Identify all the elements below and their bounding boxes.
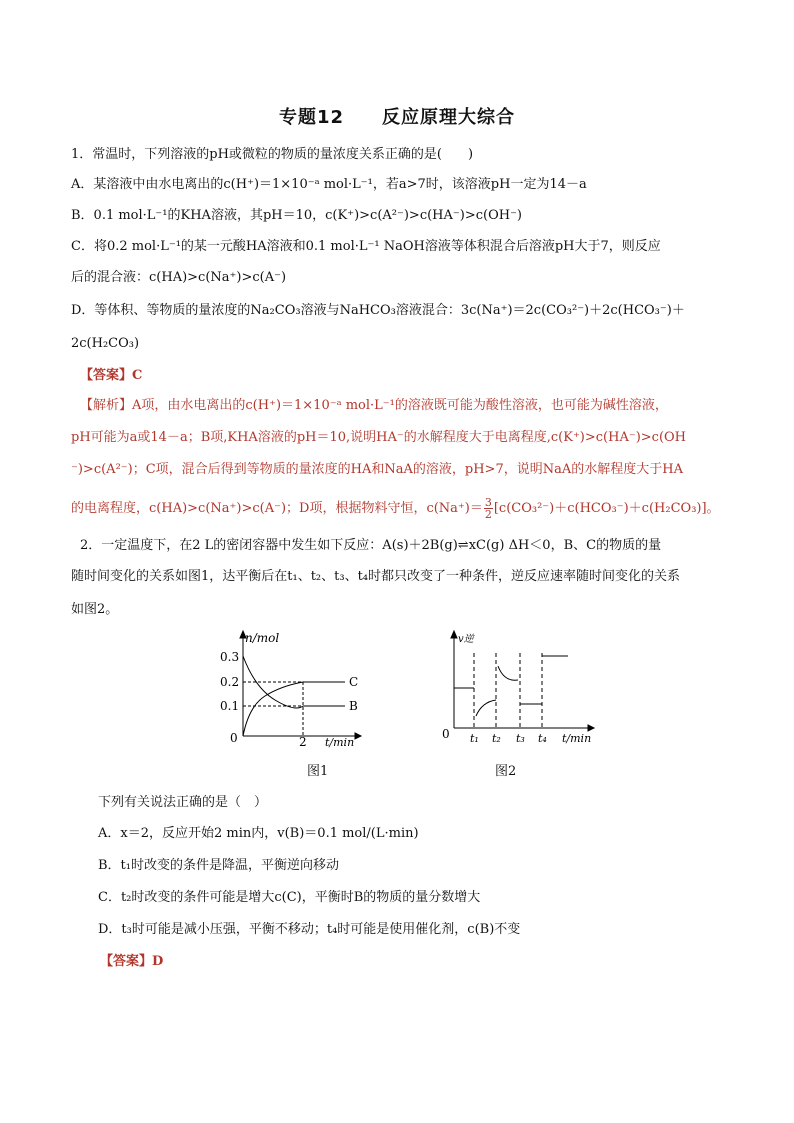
fraction xyxy=(484,497,493,520)
fraction-numerator: 3 xyxy=(484,496,492,509)
q1-explanation-line3: ⁻)>c(A²⁻)；C项，混合后得到等物质的量浓度的HA和NaA的溶液，pH>7，说明NaA的水解程度大于HA xyxy=(71,462,683,477)
fig1-ytick: 0.2 xyxy=(220,675,240,689)
q1-option-c-line1: C．将0.2 mol·L⁻¹的某一元酸HA溶液和0.1 mol·L⁻¹ NaOH溶液等体积混合后溶液pH大于7，则反应 xyxy=(71,239,661,254)
fig1-ylabel: n/mol xyxy=(245,631,280,645)
q2-stem-line3: 如图2。 xyxy=(71,602,119,617)
q1-option-b: B．0.1 mol·L⁻¹的KHA溶液，其pH＝10，c(K⁺)>c(A²⁻)>c(HA⁻)>c(OH⁻) xyxy=(71,208,523,223)
figure-1-graph xyxy=(215,628,370,748)
fig1-xlabel: t/min xyxy=(325,736,355,748)
q1-explanation-line4 xyxy=(71,497,731,520)
figure-1-caption: 图1 xyxy=(307,764,329,779)
fig1-label-b: B xyxy=(349,699,358,713)
fig2-curve-after-t1 xyxy=(476,700,496,716)
fig2-x-arrow xyxy=(588,725,594,731)
fig1-origin: 0 xyxy=(230,731,238,745)
q1-option-c-line2: 后的混合液：c(HA)>c(Na⁺)>c(A⁻) xyxy=(71,270,287,285)
fig2-origin: 0 xyxy=(442,727,450,741)
q2-option-c: C．t₂时改变的条件可能是增大c(C)，平衡时B的物质的量分数增大 xyxy=(98,890,481,905)
fig1-ytick: 0.3 xyxy=(220,650,240,664)
q1-option-d-line2: 2c(H₂CO₃) xyxy=(71,336,140,351)
q1-answer: 【答案】C xyxy=(80,368,143,383)
fig2-xtick: t₄ xyxy=(538,732,547,745)
fig1-label-c: C xyxy=(349,675,359,689)
q1-option-a: A．某溶液中由水电离出的c(H⁺)＝1×10⁻ᵃ mol·L⁻¹，若a>7时，该溶液pH一定为14－a xyxy=(71,177,587,192)
q1-explanation-line2: pH可能为a或14－a；B项,KHA溶液的pH＝10,说明HA⁻的水解程度大于电离程度,c(K⁺)>c(HA⁻)>c(OH xyxy=(71,430,687,445)
q2-stem-line1: 2．一定温度下，在2 L的密闭容器中发生如下反应：A(s)＋2B(g)⇌xC(g) ΔH＜0，B、C的物质的量 xyxy=(80,538,662,553)
fig1-ytick: 0.1 xyxy=(220,699,240,713)
page-title: 专题12 反应原理大综合 xyxy=(278,107,516,128)
fig2-xlabel: t/min xyxy=(562,732,592,745)
fig2-ylabel: v逆 xyxy=(458,634,474,645)
fraction-denominator: 2 xyxy=(484,508,492,521)
fig1-x-arrow xyxy=(355,733,361,739)
q1-explanation-line1: 【解析】A项，由水电离出的c(H⁺)＝1×10⁻ᵃ mol·L⁻¹的溶液既可能为酸性溶液，也可能为碱性溶液， xyxy=(80,398,668,413)
q1-option-d-line1: D．等体积、等物质的量浓度的Na₂CO₃溶液与NaHCO₃溶液混合：3c(Na⁺)＝2c(CO₃²⁻)＋2c(HCO₃⁻)＋ xyxy=(71,303,685,318)
fig1-xtick: 2 xyxy=(299,735,307,748)
fig1-curve-c xyxy=(243,682,303,736)
q2-answer: 【答案】D xyxy=(100,954,164,969)
fig2-xtick: t₁ xyxy=(470,732,479,745)
fig2-curve-after-t2 xyxy=(498,666,518,680)
figure-2-graph xyxy=(438,628,598,748)
fig2-xtick: t₃ xyxy=(516,732,525,745)
q1-stem: 1．常温时，下列溶液的pH或微粒的物质的量浓度关系正确的是( ) xyxy=(71,147,474,162)
q1-explanation-line4-text: 的电离程度，c(HA)>c(Na⁺)>c(A⁻)；D项，根据物料守恒，c(Na⁺)＝ xyxy=(71,501,483,516)
fig2-y-arrow xyxy=(451,631,457,638)
q2-stem-line2: 随时间变化的关系如图1，达平衡后在t₁、t₂、t₃、t₄时都只改变了一种条件，逆反应速率随时间变化的关系 xyxy=(71,569,681,584)
q1-explanation-line4-tail: [c(CO₃²⁻)＋c(HCO₃⁻)＋c(H₂CO₃)]。 xyxy=(493,501,720,516)
fig2-xtick: t₂ xyxy=(492,732,501,745)
figure-2-caption: 图2 xyxy=(495,764,517,779)
q2-option-b: B．t₁时改变的条件是降温，平衡逆向移动 xyxy=(98,858,339,873)
q2-option-d: D．t₃时可能是减小压强，平衡不移动；t₄时可能是使用催化剂，c(B)不变 xyxy=(98,922,521,937)
q2-option-a: A．x＝2，反应开始2 min内，v(B)＝0.1 mol/(L·min) xyxy=(98,826,419,841)
q2-prompt: 下列有关说法正确的是（ ） xyxy=(98,795,268,810)
